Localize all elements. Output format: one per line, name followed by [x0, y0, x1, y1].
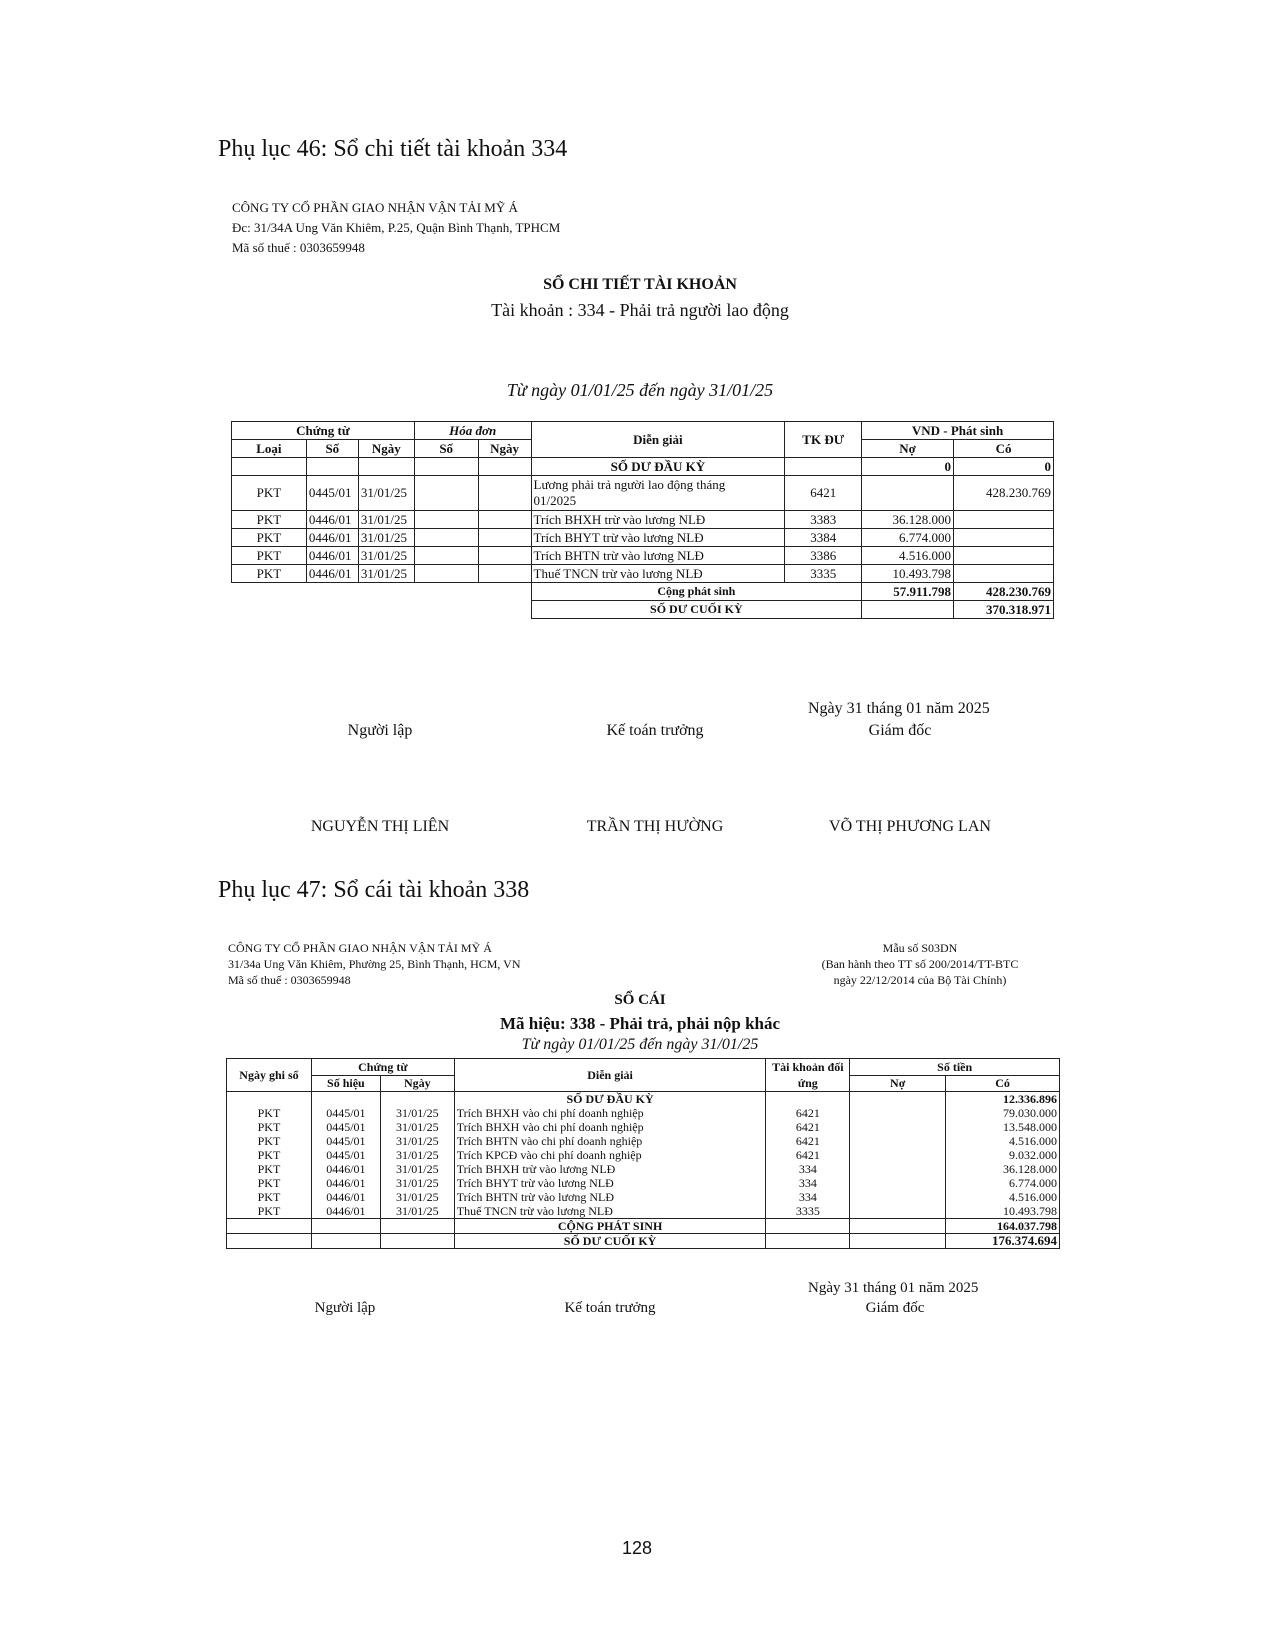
opening-label: SỐ DƯ ĐẦU KỲ	[531, 458, 785, 476]
row-no	[850, 1148, 946, 1162]
row-dien-giai-line1: Lương phải trả người lao động tháng	[533, 477, 726, 492]
appendix-46-heading: Phụ lục 46: Sổ chi tiết tài khoản 334	[218, 136, 568, 162]
row-so-hieu: 0446/01	[311, 1162, 380, 1176]
row-no: 36.128.000	[862, 511, 954, 529]
total-row	[232, 583, 1054, 601]
row-no	[850, 1106, 946, 1120]
row-tk: 6421	[766, 1106, 850, 1120]
role-director-46: Giám đốc	[868, 722, 932, 739]
opening-no	[850, 1092, 946, 1107]
row-ngay-ghi: PKT	[227, 1134, 312, 1148]
row-so-hieu: 0446/01	[311, 1204, 380, 1219]
role-preparer-46: Người lập	[347, 722, 413, 739]
row-no: 4.516.000	[862, 547, 954, 565]
row-so: 0446/01	[306, 511, 358, 529]
row-no	[850, 1204, 946, 1219]
appendix-47-heading: Phụ lục 47: Sổ cái tài khoản 338	[218, 877, 530, 903]
header-tk-doi-ung-line1: Tài khoản đối	[772, 1060, 844, 1074]
row-ngay: 31/01/25	[380, 1204, 454, 1219]
row-no	[850, 1190, 946, 1204]
row-dien-giai: Trích BHXH trừ vào lương NLĐ	[454, 1162, 766, 1176]
row-tk: 6421	[766, 1120, 850, 1134]
table-row	[232, 529, 1054, 547]
ledger-title-47: SỔ CÁI	[614, 992, 666, 1008]
row-so-hieu: 0446/01	[311, 1176, 380, 1190]
header-tk-doi-ung	[766, 1059, 850, 1092]
ledger-table-334	[231, 421, 1054, 619]
row-ngay: 31/01/25	[380, 1120, 454, 1134]
total-no: 57.911.798	[862, 583, 954, 601]
row-loai: PKT	[232, 547, 307, 565]
row-dien-giai: Trích KPCĐ vào chi phí doanh nghiệp	[454, 1148, 766, 1162]
row-dien-giai: Trích BHXH vào chi phí doanh nghiệp	[454, 1106, 766, 1120]
closing-co: 176.374.694	[946, 1234, 1060, 1249]
table-row	[232, 565, 1054, 583]
company-tax-code: Mã số thuế : 0303659948	[232, 240, 365, 255]
header-chung-tu: Chứng từ	[232, 422, 415, 440]
row-dien-giai: Trích BHTN vào chi phí doanh nghiệp	[454, 1134, 766, 1148]
header-hd-so: Số	[414, 440, 478, 458]
row-dien-giai: Trích BHTN trừ vào lương NLĐ	[531, 547, 785, 565]
opening-label: SỐ DƯ ĐẦU KỲ	[454, 1092, 766, 1107]
row-dien-giai: Trích BHXH trừ vào lương NLĐ	[531, 511, 785, 529]
row-dien-giai: Thuế TNCN trừ vào lương NLĐ	[531, 565, 785, 583]
table-row	[227, 1106, 1060, 1120]
row-no	[850, 1120, 946, 1134]
row-so-hieu: 0445/01	[311, 1148, 380, 1162]
header-loai: Loại	[232, 440, 307, 458]
row-ngay-ghi: PKT	[227, 1162, 312, 1176]
row-co: 4.516.000	[946, 1190, 1060, 1204]
row-co: 36.128.000	[946, 1162, 1060, 1176]
row-ngay: 31/01/25	[380, 1162, 454, 1176]
row-loai: PKT	[232, 529, 307, 547]
row-co	[954, 511, 1054, 529]
row-so: 0446/01	[306, 565, 358, 583]
name-accountant: TRẦN THỊ HƯỜNG	[586, 818, 724, 835]
form-note	[780, 940, 1060, 988]
row-ngay: 31/01/25	[358, 529, 414, 547]
header-dien-giai: Diễn giải	[454, 1059, 766, 1092]
closing-row	[232, 601, 1054, 619]
table-row	[232, 476, 1054, 511]
row-ngay: 31/01/25	[380, 1176, 454, 1190]
table-row	[227, 1190, 1060, 1204]
row-dien-giai: Thuế TNCN trừ vào lương NLĐ	[454, 1204, 766, 1219]
row-so-hieu: 0446/01	[311, 1190, 380, 1204]
header-so-tien: Số tiền	[850, 1059, 1060, 1076]
opening-no: 0	[862, 458, 954, 476]
table-row	[227, 1204, 1060, 1219]
company-block-47	[228, 940, 521, 988]
ledger-table-338	[226, 1058, 1060, 1249]
page-number: 128	[621, 1538, 653, 1558]
row-co: 79.030.000	[946, 1106, 1060, 1120]
form-regulation: (Ban hành theo TT số 200/2014/TT-BTC	[821, 957, 1019, 971]
header-co: Có	[954, 440, 1054, 458]
header-hd-ngay: Ngày	[478, 440, 531, 458]
closing-row	[227, 1234, 1060, 1249]
header-so-hieu: Số hiệu	[311, 1075, 380, 1092]
row-so: 0445/01	[306, 476, 358, 511]
table-row	[227, 1120, 1060, 1134]
row-co: 4.516.000	[946, 1134, 1060, 1148]
row-co: 428.230.769	[954, 476, 1054, 511]
closing-no	[862, 601, 954, 619]
row-tk: 6421	[785, 476, 862, 511]
company-block-46	[232, 198, 560, 258]
table-row	[227, 1134, 1060, 1148]
row-co	[954, 547, 1054, 565]
row-co	[954, 565, 1054, 583]
opening-co: 0	[954, 458, 1054, 476]
row-ngay: 31/01/25	[380, 1106, 454, 1120]
row-so-hieu: 0445/01	[311, 1106, 380, 1120]
row-loai: PKT	[232, 511, 307, 529]
row-tk: 6421	[766, 1148, 850, 1162]
row-tk: 3383	[785, 511, 862, 529]
row-ngay-ghi: PKT	[227, 1190, 312, 1204]
row-no	[850, 1134, 946, 1148]
row-ngay: 31/01/25	[380, 1148, 454, 1162]
header-ngay: Ngày	[358, 440, 414, 458]
row-dien-giai	[531, 476, 785, 511]
row-co: 10.493.798	[946, 1204, 1060, 1219]
name-preparer: NGUYỄN THỊ LIÊN	[310, 818, 450, 835]
row-no	[850, 1176, 946, 1190]
row-co: 13.548.000	[946, 1120, 1060, 1134]
opening-co: 12.336.896	[946, 1092, 1060, 1107]
row-ngay-ghi: PKT	[227, 1176, 312, 1190]
opening-row	[232, 458, 1054, 476]
row-ngay: 31/01/25	[358, 565, 414, 583]
table-row	[232, 547, 1054, 565]
header-tk-du: TK ĐƯ	[785, 422, 862, 458]
row-ngay: 31/01/25	[358, 547, 414, 565]
total-co: 428.230.769	[954, 583, 1054, 601]
form-regulation-date: ngày 22/12/2014 của Bộ Tài Chính)	[833, 973, 1007, 987]
header-tk-doi-ung-line2: ứng	[797, 1076, 818, 1090]
total-label: CỘNG PHÁT SINH	[454, 1219, 766, 1234]
closing-label: SỐ DƯ CUỐI KỲ	[531, 601, 862, 619]
row-no: 10.493.798	[862, 565, 954, 583]
header-so: Số	[306, 440, 358, 458]
total-label: Cộng phát sinh	[531, 583, 862, 601]
row-no: 6.774.000	[862, 529, 954, 547]
row-ngay: 31/01/25	[358, 511, 414, 529]
header-chung-tu: Chứng từ	[311, 1059, 454, 1076]
row-tk: 6421	[766, 1134, 850, 1148]
row-co	[954, 529, 1054, 547]
row-so-hieu: 0445/01	[311, 1134, 380, 1148]
closing-no	[850, 1234, 946, 1249]
row-loai: PKT	[232, 476, 307, 511]
row-tk: 334	[766, 1190, 850, 1204]
header-hoa-don: Hóa đơn	[414, 422, 531, 440]
period-46: Từ ngày 01/01/25 đến ngày 31/01/25	[506, 380, 774, 400]
row-dien-giai-line2: 01/2025	[533, 493, 577, 508]
table-row	[227, 1148, 1060, 1162]
row-no	[850, 1162, 946, 1176]
name-director: VÕ THỊ PHƯƠNG LAN	[829, 818, 991, 835]
row-so-hieu: 0445/01	[311, 1120, 380, 1134]
header-ngay: Ngày	[380, 1075, 454, 1092]
row-co: 9.032.000	[946, 1148, 1060, 1162]
row-ngay: 31/01/25	[380, 1190, 454, 1204]
role-accountant-46: Kế toán trưởng	[606, 722, 704, 739]
ledger-title-46: SỔ CHI TIẾT TÀI KHOẢN	[543, 276, 737, 293]
period-47: Từ ngày 01/01/25 đến ngày 31/01/25	[521, 1036, 759, 1053]
row-tk: 3335	[766, 1204, 850, 1219]
total-row	[227, 1219, 1060, 1234]
closing-label: SỐ DƯ CUỐI KỲ	[454, 1234, 766, 1249]
header-co: Có	[946, 1075, 1060, 1092]
total-no	[850, 1219, 946, 1234]
row-dien-giai: Trích BHYT trừ vào lương NLĐ	[454, 1176, 766, 1190]
row-loai: PKT	[232, 565, 307, 583]
row-tk: 3335	[785, 565, 862, 583]
company-address: 31/34a Ung Văn Khiêm, Phường 25, Bình Thạnh, HCM, VN	[228, 957, 521, 971]
row-tk: 3384	[785, 529, 862, 547]
total-co: 164.037.798	[946, 1219, 1060, 1234]
row-ngay-ghi: PKT	[227, 1106, 312, 1120]
row-dien-giai: Trích BHYT trừ vào lương NLĐ	[531, 529, 785, 547]
opening-row	[227, 1092, 1060, 1107]
row-ngay-ghi: PKT	[227, 1204, 312, 1219]
row-ngay-ghi: PKT	[227, 1120, 312, 1134]
row-so: 0446/01	[306, 547, 358, 565]
company-name: CÔNG TY CỔ PHẦN GIAO NHẬN VẬN TẢI MỸ Á	[228, 941, 492, 955]
company-name: CÔNG TY CỔ PHẦN GIAO NHẬN VẬN TẢI MỸ Á	[232, 200, 518, 215]
row-dien-giai: Trích BHXH vào chi phí doanh nghiệp	[454, 1120, 766, 1134]
table-row	[232, 511, 1054, 529]
form-number: Mẫu số S03DN	[882, 941, 958, 955]
header-ngay-ghi-so: Ngày ghi sổ	[227, 1059, 312, 1092]
row-so: 0446/01	[306, 529, 358, 547]
company-tax-code: Mã số thuế : 0303659948	[228, 973, 351, 987]
header-vnd: VND - Phát sinh	[862, 422, 1054, 440]
role-accountant-47: Kế toán trưởng	[564, 1300, 656, 1316]
ledger-subtitle-47: Mã hiệu: 338 - Phải trả, phải nộp khác	[499, 1014, 781, 1033]
date-line-46: Ngày 31 tháng 01 năm 2025	[808, 700, 990, 717]
row-no	[862, 476, 954, 511]
company-address: Đc: 31/34A Ung Văn Khiêm, P.25, Quận Bình Thạnh, TPHCM	[232, 220, 561, 235]
closing-co: 370.318.971	[954, 601, 1054, 619]
role-preparer-47: Người lập	[314, 1300, 376, 1316]
header-no: Nợ	[862, 440, 954, 458]
date-line-47: Ngày 31 tháng 01 năm 2025	[808, 1280, 979, 1296]
row-ngay: 31/01/25	[358, 476, 414, 511]
ledger-subtitle-46: Tài khoản : 334 - Phải trả người lao động	[491, 300, 789, 320]
table-row	[227, 1162, 1060, 1176]
row-ngay: 31/01/25	[380, 1134, 454, 1148]
row-tk: 334	[766, 1162, 850, 1176]
header-no: Nợ	[850, 1075, 946, 1092]
header-dien-giai: Diễn giải	[531, 422, 785, 458]
row-tk: 3386	[785, 547, 862, 565]
row-co: 6.774.000	[946, 1176, 1060, 1190]
table-row	[227, 1176, 1060, 1190]
role-director-47: Giám đốc	[865, 1300, 925, 1316]
row-dien-giai: Trích BHTN trừ vào lương NLĐ	[454, 1190, 766, 1204]
row-ngay-ghi: PKT	[227, 1148, 312, 1162]
row-tk: 334	[766, 1176, 850, 1190]
